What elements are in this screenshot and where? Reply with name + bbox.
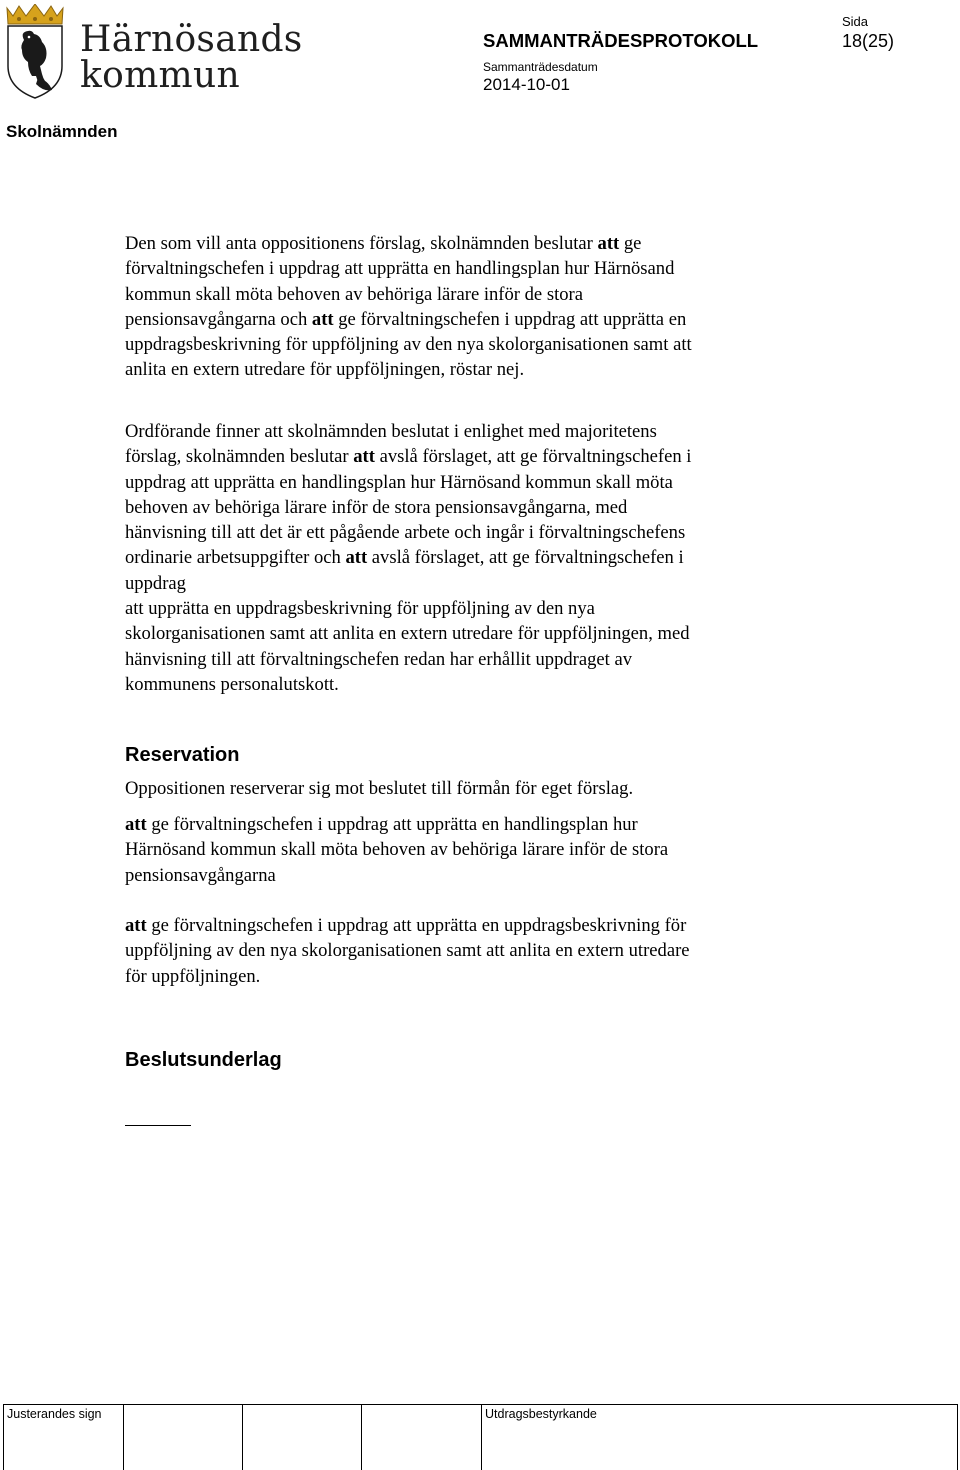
text-line: Härnösand kommun skall möta behoven av behöriga lärare inför de stora <box>125 839 669 861</box>
bold-keyword: att <box>125 915 147 936</box>
text-segment: ge förvaltningschefen i uppdrag att upprätta en uppdragsbeskrivning för <box>146 915 687 936</box>
text-line: att upprätta en uppdragsbeskrivning för uppföljning av den nya <box>125 598 595 620</box>
page-number: 18(25) <box>842 31 895 51</box>
decision-basis-heading: Beslutsunderlag <box>125 1049 282 1071</box>
text-segment: avslå förslaget, att ge förvaltningschefen i <box>367 547 684 569</box>
text-line: för uppföljningen. <box>125 965 261 987</box>
logo-line-1: Härnösands <box>80 19 303 60</box>
coat-of-arms-beaver-icon <box>4 4 66 100</box>
document-title: SAMMANTRÄDESPROTOKOLL <box>483 30 759 51</box>
text-line: behoven av behöriga lärare inför de stora pensionsavgångarna, med <box>125 496 628 518</box>
text-line <box>125 307 815 332</box>
text-segment: avslå förslaget, att ge förvaltningschefen i <box>374 446 692 468</box>
chair-ruling-paragraph <box>125 419 815 697</box>
reservation-item-1 <box>125 812 815 888</box>
text-line: uppdragsbeskrivning för uppföljning av den nya skolorganisationen samt att <box>125 334 692 356</box>
bold-keyword: att <box>125 814 147 835</box>
reservation-heading: Reservation <box>125 744 240 766</box>
signature-footer <box>0 1404 960 1470</box>
text-line: kommun skall möta behoven av behöriga lärare inför de stora <box>125 283 583 305</box>
text-line <box>125 913 815 938</box>
text-line <box>125 545 815 570</box>
signature-box-divider <box>481 1405 482 1470</box>
text-segment: förslag, skolnämnden beslutar <box>125 446 354 468</box>
reservation-item-2 <box>125 913 815 989</box>
text-line <box>125 812 815 837</box>
text-line: förvaltningschefen i uppdrag att upprätta en handlingsplan hur Härnösand <box>125 258 675 280</box>
text-line: pensionsavgångarna <box>125 864 276 886</box>
bold-keyword: att <box>345 547 368 569</box>
bold-keyword: att <box>311 308 334 330</box>
text-line <box>125 444 815 469</box>
text-line: skolorganisationen samt att anlita en extern utredare för uppföljningen, med <box>125 623 690 645</box>
signature-label: Justerandes sign <box>7 1407 102 1421</box>
text-segment: pensionsavgångarna och <box>125 308 312 330</box>
text-line: Ordförande finner att skolnämnden beslutat i enlighet med majoritetens <box>125 421 657 442</box>
text-segment: ordinarie arbetsuppgifter och <box>125 547 346 569</box>
text-segment: ge <box>619 233 642 254</box>
logo-line-2: kommun <box>80 55 240 96</box>
department-name: Skolnämnden <box>6 122 118 141</box>
meeting-date: 2014-10-01 <box>483 75 570 94</box>
page-label: Sida <box>842 14 869 29</box>
text-line: uppdrag att upprätta en handlingsplan hur Härnösand kommun skall möta <box>125 471 673 493</box>
text-line: kommunens personalutskott. <box>125 673 339 695</box>
signature-box-divider <box>3 1405 4 1470</box>
text-line: uppföljning av den nya skolorganisationen samt att anlita en extern utredare <box>125 940 690 962</box>
signature-box-divider <box>123 1405 124 1470</box>
bold-keyword: att <box>597 233 620 254</box>
text-line <box>125 231 815 256</box>
text-line: Oppositionen reserverar sig mot beslutet till förmån för eget förslag. <box>125 778 634 799</box>
municipality-logo-wordmark <box>80 19 303 96</box>
separator-line <box>125 1125 191 1126</box>
extract-certification-label: Utdragsbestyrkande <box>485 1407 597 1421</box>
text-segment: ge förvaltningschefen i uppdrag att upprätta en handlingsplan hur <box>146 814 638 835</box>
text-segment: Den som vill anta oppositionens förslag, skolnämnden beslutar <box>125 233 598 254</box>
signature-box-divider <box>242 1405 243 1470</box>
text-line: hänvisning till att förvaltningschefen redan har erhållit uppdraget av <box>125 648 633 670</box>
bold-keyword: att <box>353 446 375 468</box>
meeting-date-label: Sammanträdesdatum <box>483 60 598 74</box>
signature-box-divider <box>361 1405 362 1470</box>
text-line: anlita en extern utredare för uppföljningen, röstar nej. <box>125 359 525 381</box>
text-segment: ge förvaltningschefen i uppdrag att upprätta en <box>333 308 687 330</box>
signature-box-divider <box>957 1405 958 1470</box>
text-line: hänvisning till att det är ett pågående arbete och ingår i förvaltningschefens <box>125 522 686 544</box>
reservation-statement <box>125 776 815 801</box>
opposition-proposal-paragraph <box>125 231 815 383</box>
text-line: uppdrag <box>125 572 186 594</box>
